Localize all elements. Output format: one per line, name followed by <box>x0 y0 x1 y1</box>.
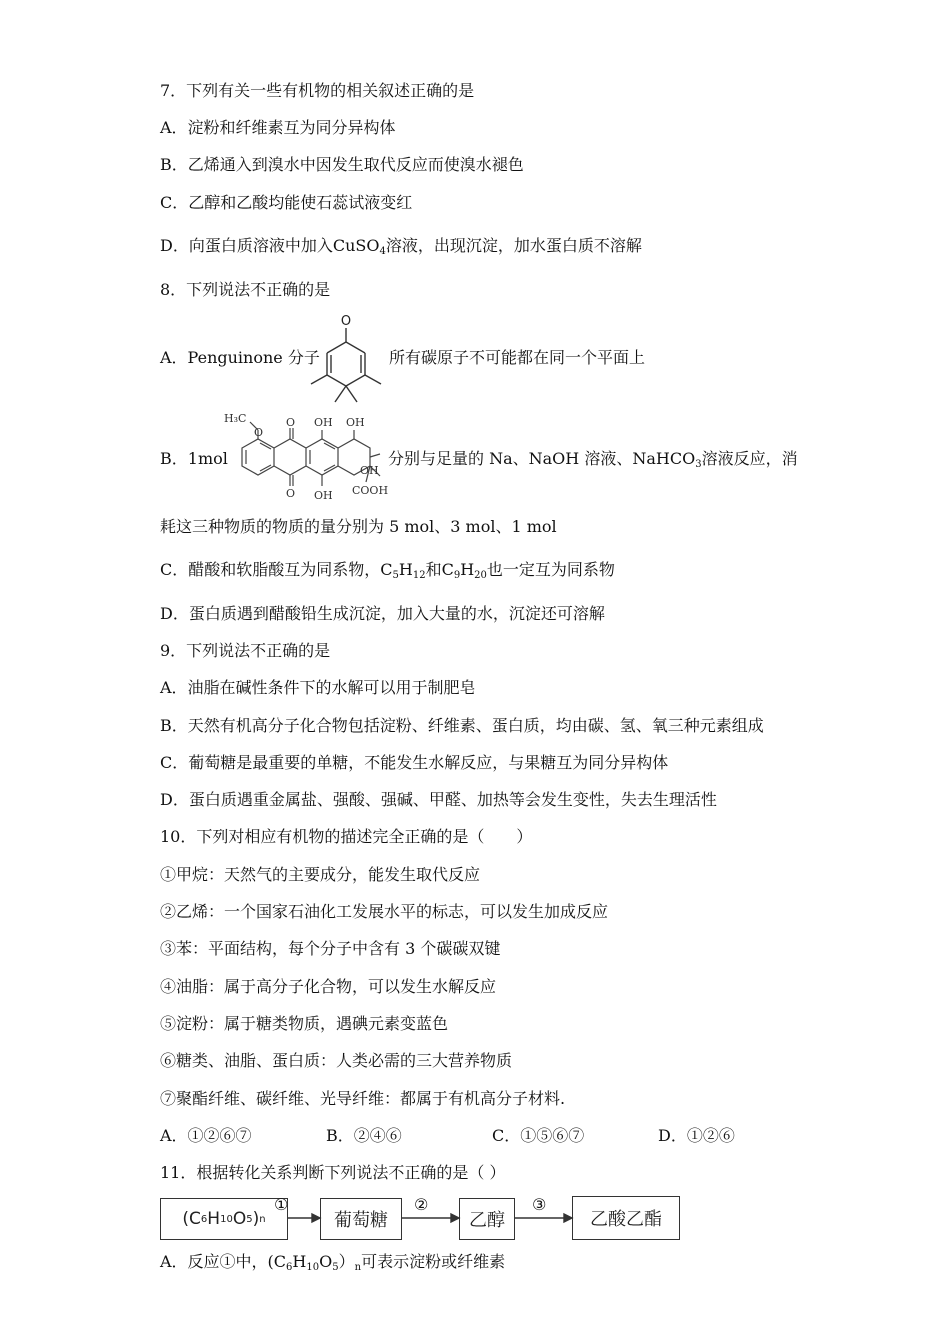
flow-box-ethyl-acetate: 乙酸乙酯 <box>572 1196 680 1240</box>
q8-option-a-suffix: 所有碳原子不可能都在同一个平面上 <box>389 348 646 367</box>
c5h12-formula: $C_5H_{12}$ <box>380 560 426 581</box>
cuso4-formula: CuSO$_4$ <box>332 236 386 257</box>
oh-label-4: OH <box>314 489 333 502</box>
q7-option-a: A．淀粉和纤维素互为同分异构体 <box>160 118 396 137</box>
q8-option-d: D．蛋白质遇到醋酸铅生成沉淀，加入大量的水，沉淀还可溶解 <box>160 604 605 623</box>
q9-option-d: D．蛋白质遇重金属盐、强酸、强碱、甲醛、加热等会发生变性，失去生理活性 <box>160 790 717 809</box>
penguinone-structure <box>305 312 385 410</box>
q10-item-2: ②乙烯：一个国家石油化工发展水平的标志，可以发生加成反应 <box>160 902 609 921</box>
q10-item-7: ⑦聚酯纤维、碳纤维、光导纤维：都属于有机高分子材料. <box>160 1089 566 1108</box>
q7-d-suffix: 溶液，出现沉淀，加水蛋白质不溶解 <box>385 236 642 255</box>
q10-item-6: ⑥糖类、油脂、蛋白质：人类必需的三大营养物质 <box>160 1051 513 1070</box>
oh-label-2: OH <box>346 416 365 429</box>
flow-arrow-label-3: ③ <box>532 1195 547 1214</box>
oh-label-3: OH <box>360 464 379 477</box>
q7-option-c: C．乙醇和乙酸均能使石蕊试液变红 <box>160 193 413 212</box>
q11-stem: 11．根据转化关系判断下列说法不正确的是（ ） <box>160 1163 506 1182</box>
q11-option-a: A．反应①中，$(C_6H_{10}O_5)_n$可表示淀粉或纤维素 <box>160 1252 506 1273</box>
q9-option-a: A．油脂在碱性条件下的水解可以用于制肥皂 <box>160 678 476 697</box>
q8-option-b-text: 分别与足量的 Na、NaOH 溶液、NaHCO$_3$溶液反应，消 <box>388 449 798 470</box>
flow-box-polysaccharide: (C 6 H 10 O 5 ) n <box>160 1198 288 1240</box>
q8-option-b-prefix: B．1mol <box>160 449 228 468</box>
q10-item-4: ④油脂：属于高分子化合物，可以发生水解反应 <box>160 977 497 996</box>
q10-stem: 10．下列对相应有机物的描述完全正确的是（ ） <box>160 827 533 846</box>
q10-choice-d: D．①②⑥ <box>658 1126 735 1145</box>
flow-box-glucose: 葡萄糖 <box>320 1198 402 1240</box>
q8-option-c: C．醋酸和软脂酸互为同系物，$C_5H_{12}$和$C_9H_{20}$也一定互为同系物 <box>160 560 615 581</box>
oh-label-1: OH <box>314 416 333 429</box>
q7-d-prefix: D．向蛋白质溶液中加入 <box>160 236 333 255</box>
q7-option-b: B．乙烯通入到溴水中因发生取代反应而使溴水褪色 <box>160 155 524 174</box>
q10-item-1: ①甲烷：天然气的主要成分，能发生取代反应 <box>160 865 481 884</box>
q10-choice-a: A．①②⑥⑦ <box>160 1126 252 1145</box>
q10-item-3: ③苯：平面结构，每个分子中含有 3 个碳碳双键 <box>160 939 501 958</box>
c9h20-formula: $C_9H_{20}$ <box>441 560 487 581</box>
flow-arrow-label-1: ① <box>274 1195 289 1214</box>
nahco3-formula: NaHCO$_3$ <box>632 449 702 470</box>
tetracyclic-structure <box>220 410 390 504</box>
q7-stem: 7．下列有关一些有机物的相关叙述正确的是 <box>160 81 475 100</box>
q9-option-b: B．天然有机高分子化合物包括淀粉、纤维素、蛋白质，均由碳、氢、氧三种元素组成 <box>160 716 764 735</box>
q10-choice-b: B．②④⑥ <box>326 1126 402 1145</box>
q10-item-5: ⑤淀粉：属于糖类物质，遇碘元素变蓝色 <box>160 1014 449 1033</box>
ketone-o-bottom-label: O <box>286 487 296 500</box>
q8-option-a-prefix: A．Penguinone 分子 <box>160 348 320 367</box>
cooh-label: COOH <box>352 484 389 497</box>
ketone-o-top-label: O <box>286 416 296 429</box>
q9-option-c: C．葡萄糖是最重要的单糖，不能发生水解反应，与果糖互为同分异构体 <box>160 753 669 772</box>
methoxy-o-label: O <box>254 426 264 439</box>
q8-option-b-continued: 耗这三种物质的物质的量分别为 5 mol、3 mol、1 mol <box>160 517 557 536</box>
q8-stem: 8．下列说法不正确的是 <box>160 280 331 299</box>
q7-option-d <box>160 236 642 262</box>
penguinone-oxygen-label: O <box>340 314 352 329</box>
q9-stem: 9．下列说法不正确的是 <box>160 641 331 660</box>
flow-box-ethanol: 乙醇 <box>459 1198 515 1240</box>
q10-choice-c: C．①⑤⑥⑦ <box>492 1126 585 1145</box>
flow-arrow-label-2: ② <box>414 1195 429 1214</box>
h3c-label: H₃C <box>224 412 247 425</box>
